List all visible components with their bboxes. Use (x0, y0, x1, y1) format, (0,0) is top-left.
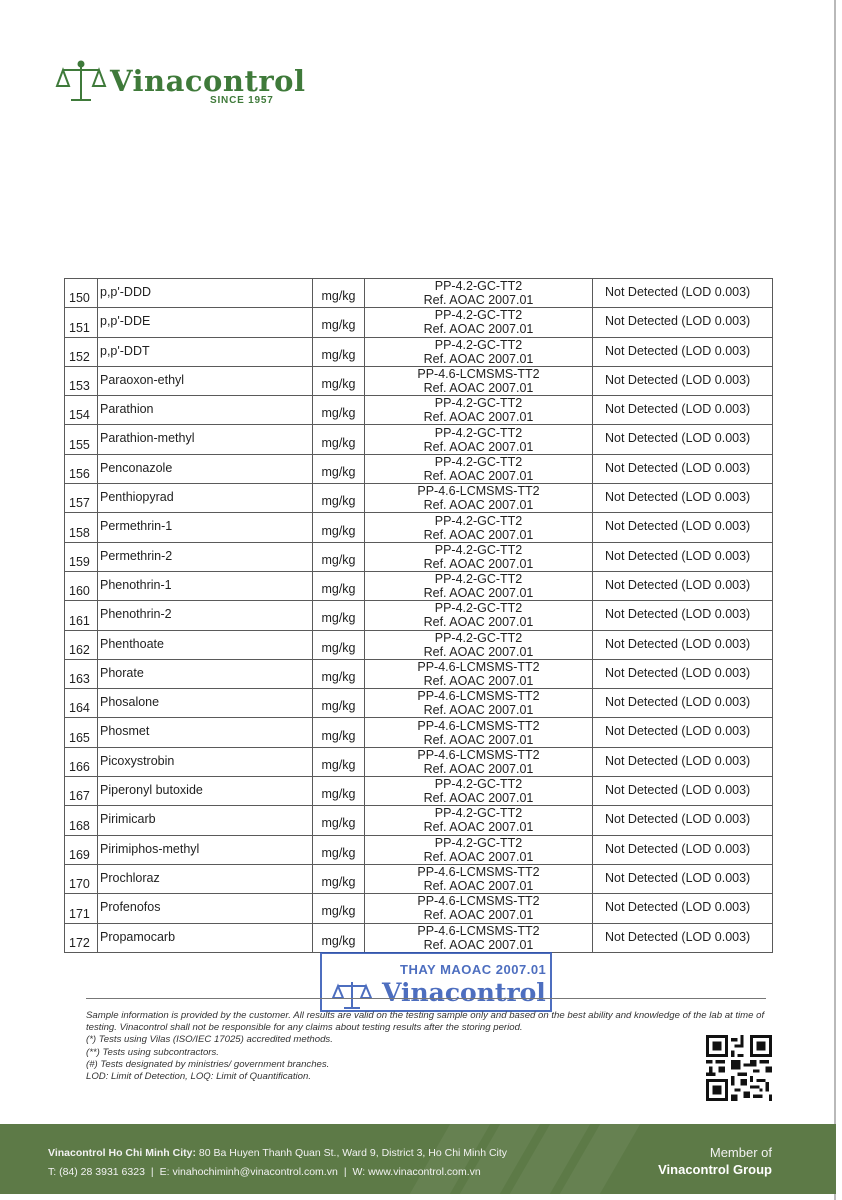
result: Not Detected (LOD 0.003) (593, 366, 773, 395)
table-row (65, 894, 773, 923)
note-subcontractors: (**) Tests using subcontractors. (86, 1046, 219, 1058)
method-code: PP-4.2-GC-TT2 (434, 601, 523, 616)
method-reference: Ref. AOAC 2007.01 (423, 674, 534, 688)
unit: mg/kg (313, 484, 365, 513)
row-number: 150 (65, 279, 98, 308)
result: Not Detected (LOD 0.003) (593, 601, 773, 630)
unit: mg/kg (313, 718, 365, 747)
row-number: 171 (65, 894, 98, 923)
method (365, 425, 593, 454)
footer-email[interactable]: E: vinahochiminh@vinacontrol.com.vn (159, 1166, 338, 1178)
method (365, 777, 593, 806)
stamp-text: THAY MAOAC 2007.01 (400, 962, 547, 977)
analyte-name: Phenothrin-2 (98, 601, 313, 630)
method-code: PP-4.6-LCMSMS-TT2 (417, 718, 540, 733)
analyte-name: Profenofos (98, 894, 313, 923)
analyte-name: Penconazole (98, 454, 313, 483)
method (365, 571, 593, 600)
stamp-wordmark: Vinacontrol (382, 978, 546, 1007)
method (365, 601, 593, 630)
result: Not Detected (LOD 0.003) (593, 718, 773, 747)
row-number: 164 (65, 689, 98, 718)
company-logo (55, 60, 306, 110)
row-number: 153 (65, 366, 98, 395)
unit: mg/kg (313, 571, 365, 600)
result: Not Detected (LOD 0.003) (593, 337, 773, 366)
analyte-name: Permethrin-1 (98, 513, 313, 542)
unit: mg/kg (313, 777, 365, 806)
method (365, 718, 593, 747)
table-row (65, 864, 773, 893)
logo-since: SINCE 1957 (210, 95, 274, 106)
method-reference: Ref. AOAC 2007.01 (423, 761, 534, 776)
row-number: 154 (65, 396, 98, 425)
method (365, 835, 593, 864)
result: Not Detected (LOD 0.003) (593, 777, 773, 806)
method (365, 630, 593, 659)
footer-group: Vinacontrol Group (658, 1162, 772, 1177)
table-row (65, 659, 773, 688)
analyte-name: Pirimicarb (98, 806, 313, 835)
result: Not Detected (LOD 0.003) (593, 659, 773, 688)
method-reference: Ref. AOAC 2007.01 (423, 820, 534, 835)
method-code: PP-4.2-GC-TT2 (434, 806, 523, 821)
method-code: PP-4.6-LCMSMS-TT2 (417, 367, 540, 382)
stamp (320, 952, 552, 1012)
notes-divider (86, 998, 766, 999)
method-reference: Ref. AOAC 2007.01 (423, 615, 534, 630)
qr-code-icon (706, 1035, 772, 1101)
method (365, 454, 593, 483)
result: Not Detected (LOD 0.003) (593, 484, 773, 513)
row-number: 151 (65, 308, 98, 337)
analyte-name: Prochloraz (98, 864, 313, 893)
analyte-name: Permethrin-2 (98, 542, 313, 571)
row-number: 170 (65, 864, 98, 893)
unit: mg/kg (313, 835, 365, 864)
method-code: PP-4.2-GC-TT2 (434, 777, 523, 792)
row-number: 156 (65, 454, 98, 483)
analyte-name: Parathion-methyl (98, 425, 313, 454)
footer-office-address: 80 Ba Huyen Thanh Quan St., Ward 9, District 3, Ho Chi Minh City (198, 1147, 508, 1159)
method-reference: Ref. AOAC 2007.01 (423, 468, 534, 483)
footer-website[interactable]: W: www.vinacontrol.com.vn (352, 1166, 481, 1178)
method-code: PP-4.6-LCMSMS-TT2 (417, 923, 540, 938)
method-reference: Ref. AOAC 2007.01 (423, 556, 534, 571)
analyte-name: Paraoxon-ethyl (98, 366, 313, 395)
table-row (65, 484, 773, 513)
unit: mg/kg (313, 630, 365, 659)
table-row (65, 806, 773, 835)
table-row (65, 366, 773, 395)
table-row (65, 513, 773, 542)
row-number: 166 (65, 747, 98, 776)
unit: mg/kg (313, 542, 365, 571)
unit: mg/kg (313, 366, 365, 395)
method-reference: Ref. AOAC 2007.01 (423, 410, 534, 425)
table-row (65, 718, 773, 747)
result: Not Detected (LOD 0.003) (593, 923, 773, 952)
result: Not Detected (LOD 0.003) (593, 630, 773, 659)
table-row (65, 571, 773, 600)
method (365, 806, 593, 835)
row-number: 163 (65, 659, 98, 688)
method-code: PP-4.6-LCMSMS-TT2 (417, 894, 540, 909)
method-code: PP-4.2-GC-TT2 (434, 542, 523, 557)
method-code: PP-4.6-LCMSMS-TT2 (417, 865, 540, 880)
analyte-name: Phorate (98, 659, 313, 688)
note-ministries: (#) Tests designated by ministries/ government branches. (86, 1058, 330, 1070)
row-number: 165 (65, 718, 98, 747)
result: Not Detected (LOD 0.003) (593, 894, 773, 923)
method-reference: Ref. AOAC 2007.01 (423, 381, 534, 396)
unit: mg/kg (313, 689, 365, 718)
result: Not Detected (LOD 0.003) (593, 571, 773, 600)
analyte-name: Phenthoate (98, 630, 313, 659)
method-reference: Ref. AOAC 2007.01 (423, 351, 534, 366)
unit: mg/kg (313, 454, 365, 483)
analyte-name: Penthiopyrad (98, 484, 313, 513)
method-reference: Ref. AOAC 2007.01 (423, 644, 534, 659)
method-code: PP-4.2-GC-TT2 (434, 396, 523, 411)
unit: mg/kg (313, 425, 365, 454)
table-row (65, 689, 773, 718)
method-reference: Ref. AOAC 2007.01 (423, 791, 534, 806)
analyte-name: Piperonyl butoxide (98, 777, 313, 806)
result: Not Detected (LOD 0.003) (593, 308, 773, 337)
table-row (65, 542, 773, 571)
note-disclaimer: Sample information is provided by the customer. All results are valid on the testing sample only and based on the best ability and knowledge of the lab at time of testing. Vinacontrol shall not be responsible for any claims about testing results after the storing period. (86, 1010, 765, 1034)
method-code: PP-4.6-LCMSMS-TT2 (417, 689, 540, 704)
stamp-scales-icon (332, 980, 372, 1010)
row-number: 161 (65, 601, 98, 630)
table-row (65, 425, 773, 454)
analyte-name: p,p'-DDT (98, 337, 313, 366)
method-code: PP-4.2-GC-TT2 (434, 308, 523, 323)
row-number: 158 (65, 513, 98, 542)
row-number: 159 (65, 542, 98, 571)
method (365, 366, 593, 395)
row-number: 172 (65, 923, 98, 952)
method-code: PP-4.2-GC-TT2 (434, 279, 523, 294)
footer-member-of: Member of (709, 1145, 772, 1160)
method-reference: Ref. AOAC 2007.01 (423, 322, 534, 337)
method-code: PP-4.2-GC-TT2 (434, 835, 523, 850)
method-code: PP-4.6-LCMSMS-TT2 (417, 484, 540, 499)
row-number: 157 (65, 484, 98, 513)
method-code: PP-4.2-GC-TT2 (434, 425, 523, 440)
results-table (64, 278, 773, 953)
analyte-name: Picoxystrobin (98, 747, 313, 776)
table-row (65, 747, 773, 776)
footer-office (48, 1147, 507, 1159)
result: Not Detected (LOD 0.003) (593, 747, 773, 776)
method-code: PP-4.2-GC-TT2 (434, 630, 523, 645)
row-number: 160 (65, 571, 98, 600)
method-reference: Ref. AOAC 2007.01 (423, 703, 534, 718)
method-code: PP-4.6-LCMSMS-TT2 (417, 660, 540, 674)
result: Not Detected (LOD 0.003) (593, 689, 773, 718)
unit: mg/kg (313, 747, 365, 776)
result: Not Detected (LOD 0.003) (593, 864, 773, 893)
method-reference: Ref. AOAC 2007.01 (423, 527, 534, 542)
analyte-name: Phosalone (98, 689, 313, 718)
method-code: PP-4.2-GC-TT2 (434, 454, 523, 469)
result: Not Detected (LOD 0.003) (593, 806, 773, 835)
row-number: 152 (65, 337, 98, 366)
method (365, 337, 593, 366)
unit: mg/kg (313, 279, 365, 308)
result: Not Detected (LOD 0.003) (593, 513, 773, 542)
note-vilas: (*) Tests using Vilas (ISO/IEC 17025) accredited methods. (86, 1034, 333, 1046)
row-number: 162 (65, 630, 98, 659)
logo-wordmark: Vinacontrol (110, 64, 306, 98)
analyte-name: p,p'-DDD (98, 279, 313, 308)
unit: mg/kg (313, 337, 365, 366)
method-code: PP-4.2-GC-TT2 (434, 572, 523, 587)
unit: mg/kg (313, 894, 365, 923)
table-row (65, 630, 773, 659)
result: Not Detected (LOD 0.003) (593, 835, 773, 864)
method-reference: Ref. AOAC 2007.01 (423, 732, 534, 747)
result: Not Detected (LOD 0.003) (593, 279, 773, 308)
analyte-name: Pirimiphos-methyl (98, 835, 313, 864)
method-reference: Ref. AOAC 2007.01 (423, 586, 534, 601)
method-code: PP-4.6-LCMSMS-TT2 (417, 747, 540, 762)
analyte-name: Parathion (98, 396, 313, 425)
method (365, 659, 593, 688)
method (365, 923, 593, 952)
unit: mg/kg (313, 659, 365, 688)
table-row (65, 308, 773, 337)
unit: mg/kg (313, 308, 365, 337)
method (365, 308, 593, 337)
row-number: 168 (65, 806, 98, 835)
method (365, 864, 593, 893)
notes-section (86, 1010, 766, 1083)
table-row (65, 601, 773, 630)
result: Not Detected (LOD 0.003) (593, 542, 773, 571)
footer-contact: T: (84) 28 3931 6323 | E: vinahochiminh@vinacontrol.com.vn | W: www.vinacontrol.com.vn (48, 1166, 481, 1178)
results-table-body (65, 279, 773, 953)
unit: mg/kg (313, 601, 365, 630)
scales-logo-icon (55, 60, 107, 106)
method-reference: Ref. AOAC 2007.01 (423, 439, 534, 454)
method-reference: Ref. AOAC 2007.01 (423, 908, 534, 923)
footer (0, 1124, 836, 1194)
unit: mg/kg (313, 513, 365, 542)
method (365, 513, 593, 542)
table-row (65, 337, 773, 366)
unit: mg/kg (313, 864, 365, 893)
method-reference: Ref. AOAC 2007.01 (423, 293, 534, 308)
method (365, 542, 593, 571)
method (365, 279, 593, 308)
analyte-name: Phosmet (98, 718, 313, 747)
method-reference: Ref. AOAC 2007.01 (423, 498, 534, 513)
table-row (65, 454, 773, 483)
table-row (65, 396, 773, 425)
note-lod-loq: LOD: Limit of Detection, LOQ: Limit of Quantification. (86, 1071, 312, 1083)
result: Not Detected (LOD 0.003) (593, 454, 773, 483)
footer-phone: T: (84) 28 3931 6323 (48, 1166, 145, 1178)
method-reference: Ref. AOAC 2007.01 (423, 849, 534, 864)
row-number: 167 (65, 777, 98, 806)
row-number: 155 (65, 425, 98, 454)
analyte-name: Propamocarb (98, 923, 313, 952)
method (365, 396, 593, 425)
table-row (65, 279, 773, 308)
method (365, 747, 593, 776)
method (365, 689, 593, 718)
unit: mg/kg (313, 806, 365, 835)
result: Not Detected (LOD 0.003) (593, 396, 773, 425)
row-number: 169 (65, 835, 98, 864)
table-row (65, 835, 773, 864)
table-row (65, 923, 773, 952)
unit: mg/kg (313, 396, 365, 425)
unit: mg/kg (313, 923, 365, 952)
analyte-name: p,p'-DDE (98, 308, 313, 337)
table-row (65, 777, 773, 806)
method (365, 894, 593, 923)
footer-office-label: Vinacontrol Ho Chi Minh City: (48, 1147, 196, 1159)
method-reference: Ref. AOAC 2007.01 (423, 937, 534, 952)
method-reference: Ref. AOAC 2007.01 (423, 879, 534, 894)
method-code: PP-4.2-GC-TT2 (434, 513, 523, 528)
method (365, 484, 593, 513)
method-code: PP-4.2-GC-TT2 (434, 337, 523, 352)
analyte-name: Phenothrin-1 (98, 571, 313, 600)
result: Not Detected (LOD 0.003) (593, 425, 773, 454)
